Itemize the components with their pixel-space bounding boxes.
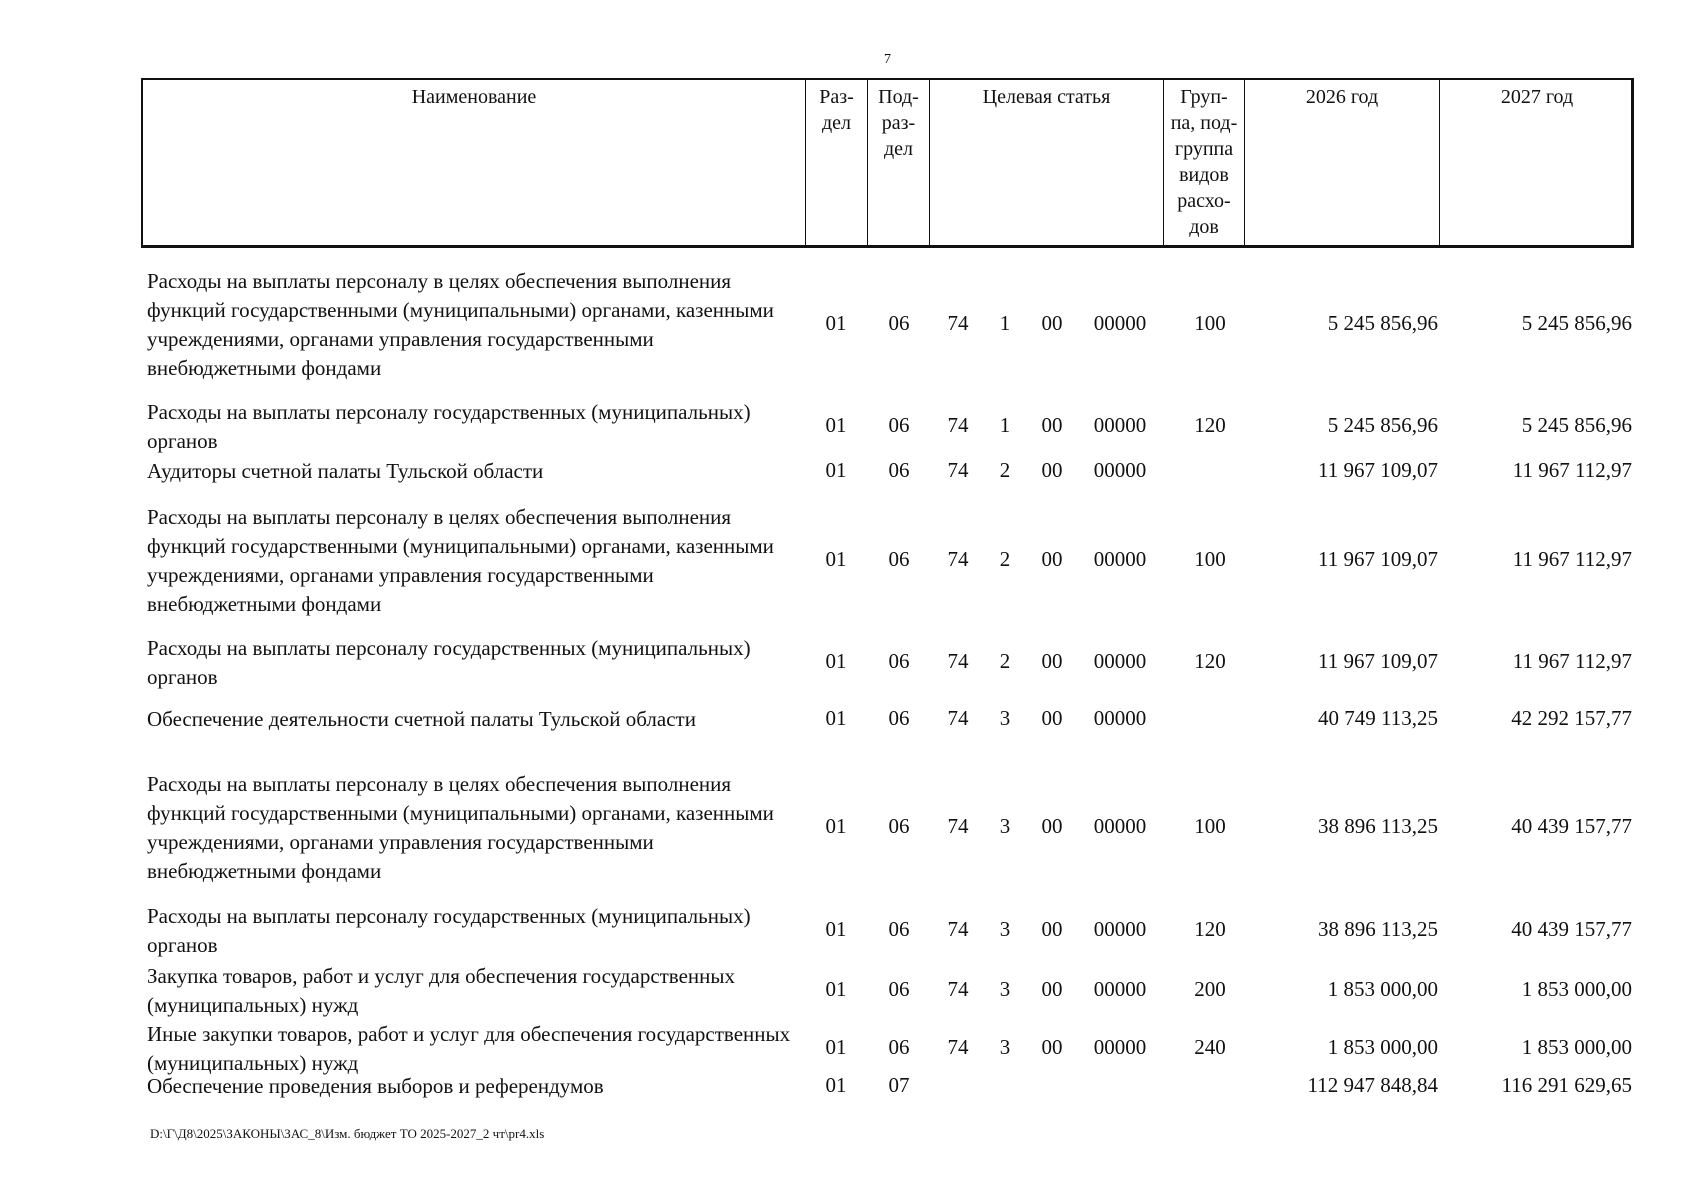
- row-t2: 1: [999, 311, 1011, 335]
- row-y2026: 1 853 000,00: [1327, 1035, 1438, 1059]
- row-name: Обеспечение деятельности счетной палаты Тульской области: [147, 707, 696, 731]
- row-t4: 00000: [1093, 814, 1147, 838]
- table-row: [0, 705, 1696, 735]
- row-t4: 00000: [1093, 458, 1147, 482]
- row-razdel: 01: [825, 814, 847, 838]
- row-name: Расходы на выплаты персоналу в целях обеспечения выполнения функций государственными (муниципальными) органами, казенными учреждениями, органами управления государственными внебюджетными фондами: [147, 772, 774, 883]
- header-group: Груп- па, под- группа видов расхо- дов: [1164, 80, 1245, 245]
- table-row: [0, 1072, 1696, 1102]
- row-t3: 00: [1041, 649, 1063, 673]
- header-razdel: Раз- дел: [806, 80, 868, 245]
- row-y2027: 5 245 856,96: [1521, 413, 1632, 437]
- header-target: Целевая статья: [930, 80, 1164, 245]
- row-t4: 00000: [1093, 311, 1147, 335]
- row-razdel: 01: [825, 706, 847, 730]
- row-t1: 74: [947, 649, 969, 673]
- row-t1: 74: [947, 1035, 969, 1059]
- row-y2026: 38 896 113,25: [1318, 917, 1438, 941]
- row-t3: 00: [1041, 814, 1063, 838]
- row-y2027: 1 853 000,00: [1521, 977, 1632, 1001]
- row-y2027: 1 853 000,00: [1521, 1035, 1632, 1059]
- row-y2026: 5 245 856,96: [1327, 413, 1438, 437]
- row-name: Аудиторы счетной палаты Тульской области: [147, 459, 544, 483]
- row-razdel: 01: [825, 1035, 847, 1059]
- row-t1: 74: [947, 917, 969, 941]
- table-row: [0, 634, 1696, 692]
- row-y2027: 116 291 629,65: [1501, 1073, 1632, 1097]
- row-y2027: 11 967 112,97: [1512, 649, 1632, 673]
- row-podrazdel: 06: [888, 311, 910, 335]
- row-name: Иные закупки товаров, работ и услуг для обеспечения государственных (муниципальных) нужд: [147, 1022, 791, 1075]
- row-y2026: 40 749 113,25: [1318, 706, 1438, 730]
- row-group: 120: [1194, 649, 1226, 673]
- row-t3: 00: [1041, 413, 1063, 437]
- row-group: 100: [1194, 814, 1226, 838]
- row-y2027: 11 967 112,97: [1512, 547, 1632, 571]
- row-t1: 74: [947, 547, 969, 571]
- row-razdel: 01: [825, 977, 847, 1001]
- row-t4: 00000: [1093, 649, 1147, 673]
- row-group: 120: [1194, 917, 1226, 941]
- row-y2027: 42 292 157,77: [1511, 706, 1632, 730]
- row-group: 100: [1194, 311, 1226, 335]
- row-t2: 2: [999, 649, 1011, 673]
- table-row: [0, 1020, 1696, 1078]
- row-t4: 00000: [1093, 1035, 1147, 1059]
- row-t1: 74: [947, 458, 969, 482]
- row-y2027: 40 439 157,77: [1511, 917, 1632, 941]
- row-t4: 00000: [1093, 977, 1147, 1001]
- row-y2026: 11 967 109,07: [1318, 547, 1438, 571]
- row-group: 120: [1194, 413, 1226, 437]
- row-y2026: 38 896 113,25: [1318, 814, 1438, 838]
- row-podrazdel: 06: [888, 649, 910, 673]
- row-name: Расходы на выплаты персоналу в целях обеспечения выполнения функций государственными (муниципальными) органами, казенными учреждениями, органами управления государственными внебюджетными фондами: [147, 269, 774, 380]
- table-row: [0, 267, 1696, 383]
- row-t2: 1: [999, 413, 1011, 437]
- row-podrazdel: 06: [888, 1035, 910, 1059]
- row-t1: 74: [947, 706, 969, 730]
- row-razdel: 01: [825, 917, 847, 941]
- table-row: [0, 902, 1696, 960]
- row-name: Расходы на выплаты персоналу государственных (муниципальных) органов: [147, 400, 751, 453]
- table-row: [0, 770, 1696, 886]
- row-t2: 3: [999, 706, 1011, 730]
- row-podrazdel: 06: [888, 458, 910, 482]
- row-group: 240: [1194, 1035, 1226, 1059]
- row-t3: 00: [1041, 917, 1063, 941]
- row-podrazdel: 06: [888, 706, 910, 730]
- row-razdel: 01: [825, 547, 847, 571]
- row-y2026: 11 967 109,07: [1318, 458, 1438, 482]
- row-podrazdel: 06: [888, 413, 910, 437]
- row-t4: 00000: [1093, 706, 1147, 730]
- table-row: [0, 503, 1696, 619]
- header-name: Наименование: [143, 80, 806, 245]
- row-t4: 00000: [1093, 917, 1147, 941]
- row-group: 100: [1194, 547, 1226, 571]
- row-razdel: 01: [825, 311, 847, 335]
- table-row: [0, 457, 1696, 487]
- row-t1: 74: [947, 413, 969, 437]
- row-t4: 00000: [1093, 413, 1147, 437]
- row-y2026: 1 853 000,00: [1327, 977, 1438, 1001]
- row-t1: 74: [947, 977, 969, 1001]
- row-t3: 00: [1041, 311, 1063, 335]
- row-t2: 3: [999, 917, 1011, 941]
- row-t3: 00: [1041, 706, 1063, 730]
- row-razdel: 01: [825, 649, 847, 673]
- row-t1: 74: [947, 814, 969, 838]
- row-name: Расходы на выплаты персоналу государственных (муниципальных) органов: [147, 904, 751, 957]
- header-2026: 2026 год: [1245, 80, 1440, 245]
- row-name: Закупка товаров, работ и услуг для обеспечения государственных (муниципальных) нужд: [147, 964, 736, 1017]
- row-y2026: 5 245 856,96: [1327, 311, 1438, 335]
- row-y2027: 40 439 157,77: [1511, 814, 1632, 838]
- row-t3: 00: [1041, 458, 1063, 482]
- row-y2026: 11 967 109,07: [1318, 649, 1438, 673]
- header-podrazdel: Под- раз- дел: [868, 80, 930, 245]
- row-y2027: 11 967 112,97: [1512, 458, 1632, 482]
- row-t3: 00: [1041, 547, 1063, 571]
- row-t2: 2: [999, 458, 1011, 482]
- header-2027: 2027 год: [1500, 86, 1574, 108]
- table-header: [141, 78, 1634, 248]
- row-t3: 00: [1041, 1035, 1063, 1059]
- row-t2: 3: [999, 977, 1011, 1001]
- row-y2027: 5 245 856,96: [1521, 311, 1632, 335]
- row-t4: 00000: [1093, 547, 1147, 571]
- row-razdel: 01: [825, 458, 847, 482]
- row-razdel: 01: [825, 413, 847, 437]
- row-podrazdel: 06: [888, 547, 910, 571]
- row-t2: 2: [999, 547, 1011, 571]
- row-y2026: 112 947 848,84: [1307, 1073, 1438, 1097]
- row-name: Расходы на выплаты персоналу в целях обеспечения выполнения функций государственными (муниципальными) органами, казенными учреждениями, органами управления государственными внебюджетными фондами: [147, 505, 774, 616]
- row-name: Обеспечение проведения выборов и референдумов: [147, 1074, 604, 1098]
- row-podrazdel: 06: [888, 977, 910, 1001]
- row-podrazdel: 07: [888, 1073, 910, 1097]
- page-number: 7: [884, 52, 891, 67]
- row-t2: 3: [999, 814, 1011, 838]
- table-row: [0, 398, 1696, 456]
- file-path-footer: D:\Г\Д8\2025\ЗАКОНЫ\ЗАС_8\Изм. бюджет ТО 2025-2027_2 чт\pr4.xls: [150, 1126, 545, 1141]
- row-razdel: 01: [825, 1073, 847, 1097]
- row-t2: 3: [999, 1035, 1011, 1059]
- row-t1: 74: [947, 311, 969, 335]
- row-t3: 00: [1041, 977, 1063, 1001]
- row-name: Расходы на выплаты персоналу государственных (муниципальных) органов: [147, 636, 751, 689]
- row-podrazdel: 06: [888, 917, 910, 941]
- row-podrazdel: 06: [888, 814, 910, 838]
- row-group: 200: [1194, 977, 1226, 1001]
- table-row: [0, 962, 1696, 1020]
